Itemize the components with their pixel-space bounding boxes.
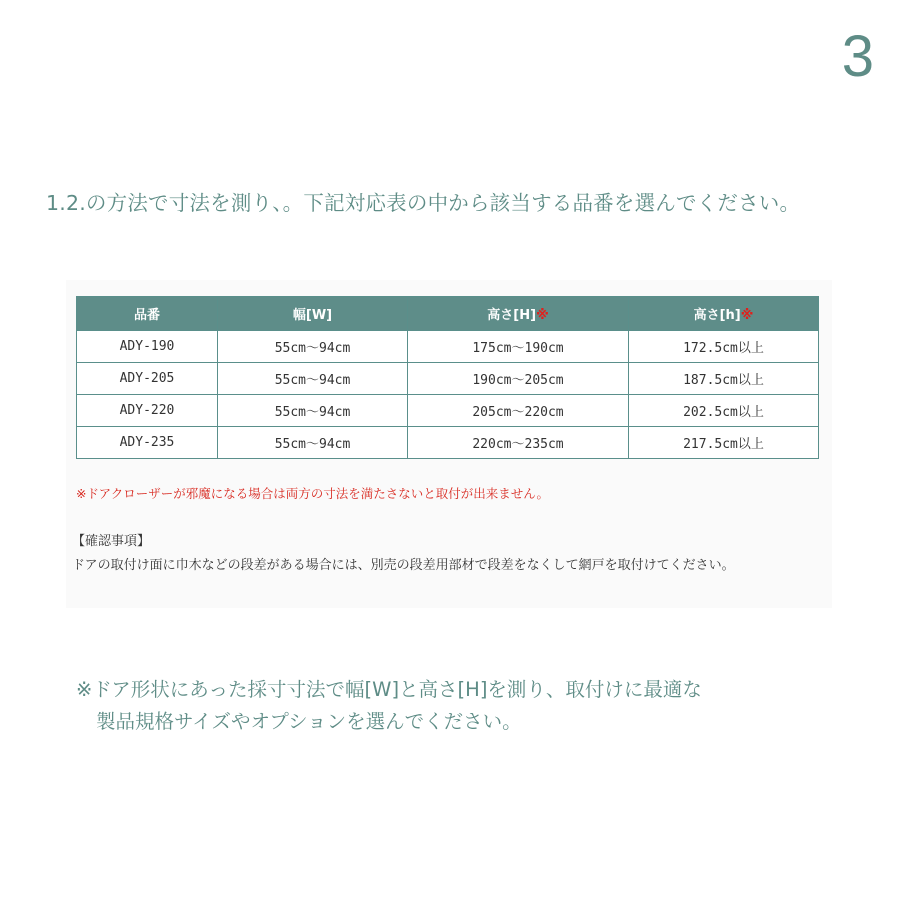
size-table xyxy=(76,296,819,459)
header-width: 幅[W] xyxy=(218,297,408,331)
header-height-h: 高さ[h]※ xyxy=(629,297,819,331)
cell-model: ADY-190 xyxy=(77,331,218,363)
table-row xyxy=(77,363,819,395)
note-mark: ※ xyxy=(740,308,754,323)
intro-text: 1.2.の方法で寸法を測り、。下記対応表の中から該当する品番を選んでください。 xyxy=(46,191,801,215)
table-header-row xyxy=(77,297,819,331)
footnote-line-2: 製品規格サイズやオプションを選んでください。 xyxy=(96,710,522,733)
cell-width: 55cm〜94cm xyxy=(218,427,408,459)
cell-height-H: 205cm〜220cm xyxy=(408,395,629,427)
header-height-H: 高さ[H]※ xyxy=(408,297,629,331)
cell-width: 55cm〜94cm xyxy=(218,331,408,363)
cell-model: ADY-220 xyxy=(77,395,218,427)
cell-height-H: 175cm〜190cm xyxy=(408,331,629,363)
footnote xyxy=(76,674,836,738)
table-row xyxy=(77,395,819,427)
confirm-body: ドアの取付け面に巾木などの段差がある場合には、別売の段差用部材で段差をなくして網戸を取付けてください。 xyxy=(72,558,735,573)
footnote-line-1: ※ドア形状にあった採寸寸法で幅[W]と高さ[H]を測り、取付けに最適な xyxy=(76,678,702,701)
note-mark: ※ xyxy=(536,308,549,323)
cell-height-h: 187.5cm以上 xyxy=(629,363,819,395)
confirm-title: 【確認事項】 xyxy=(72,534,151,549)
page-number: 3 xyxy=(841,24,874,89)
cell-height-h: 217.5cm以上 xyxy=(629,427,819,459)
table-row xyxy=(77,427,819,459)
cell-height-h: 172.5cm以上 xyxy=(629,331,819,363)
cell-width: 55cm〜94cm xyxy=(218,363,408,395)
cell-width: 55cm〜94cm xyxy=(218,395,408,427)
cell-model: ADY-235 xyxy=(77,427,218,459)
cell-height-H: 220cm〜235cm xyxy=(408,427,629,459)
warning-note: ※ドアクローザーが邪魔になる場合は両方の寸法を満たさないと取付が出来ません。 xyxy=(76,486,549,501)
table-row xyxy=(77,331,819,363)
cell-height-h: 202.5cm以上 xyxy=(629,395,819,427)
cell-model: ADY-205 xyxy=(77,363,218,395)
header-model: 品番 xyxy=(77,297,218,331)
cell-height-H: 190cm〜205cm xyxy=(408,363,629,395)
